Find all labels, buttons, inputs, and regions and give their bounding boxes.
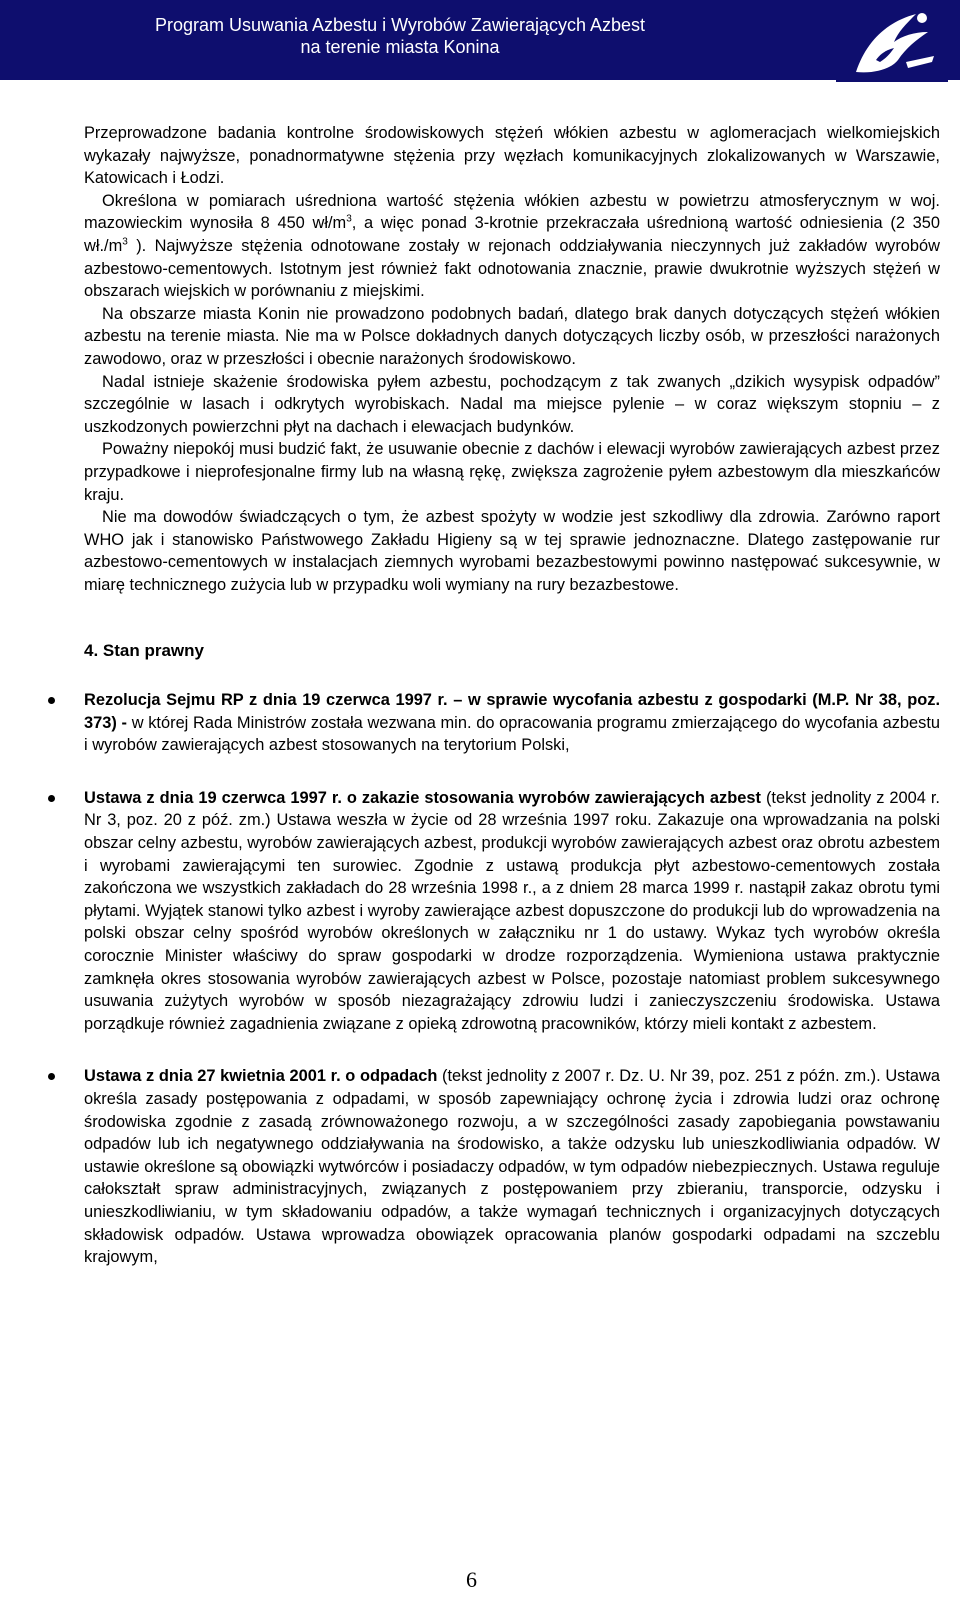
paragraph-2	[84, 190, 940, 303]
paragraph-1	[84, 122, 940, 190]
law-title: Rezolucja Sejmu RP z dnia 19 czerwca 1997 r. – w sprawie wycofania azbestu z gospodarki (M.P. Nr 38, poz. 373) -	[84, 691, 940, 732]
list-item	[84, 689, 940, 757]
paragraph-3-text: Na obszarze miasta Konin nie prowadzono podobnych badań, dlatego brak danych dotyczących stężeń włókien azbestu na terenie miasta. Nie ma w Polsce dokładnych danych dotyczących liczby osób, w przeszłości narażonych zawodowo, oraz w przeszłości i obecnie narażonych środowiskowo.	[84, 304, 940, 368]
paragraph-2-text-c: ). Najwyższe stężenia odnotowane zostały w rejonach oddziaływania nieczynnych już zakładów wyrobów azbestowo-cementowych. Istotnym jest również fakt odnotowania znacznie, prawie dwukrotnie wyższych stężeń w obszarach wiejskich w porównaniu z miejskimi.	[84, 236, 940, 301]
paragraph-4	[84, 371, 940, 439]
law-list	[84, 689, 940, 1269]
document-header	[100, 14, 700, 58]
document-body	[84, 122, 940, 1299]
superscript-3: 3	[346, 213, 352, 225]
program-logo-icon	[836, 2, 948, 82]
bullet-icon	[48, 1073, 55, 1080]
law-description: (tekst jednolity z 2007 r. Dz. U. Nr 39, poz. 251 z późn. zm.). Ustawa określa zasady postępowania z odpadami, w sposób zapewniający ochronę życia i zdrowia ludzi oraz ochronę środowiska zgodnie z zasadą zrównoważonego rozwoju, a w szczególności zasady zapobiegania powstawaniu odpadów lub ich negatywnego oddziaływania na środowisko, a także odzysku lub unieszkodliwiania odpadów. W ustawie określone są obowiązki wytwórców i posiadaczy odpadów, w tym odpadów niebezpiecznych. Ustawa reguluje całokształt spraw administracyjnych, związanych z postępowaniem przy zbieraniu, transporcie, odzysku i unieszkodliwianiu, w tym składowaniu odpadów, a także wymagań technicznych i organizacyjnych dotyczących składowisk odpadów. Ustawa wprowadza obowiązek opracowania planów gospodarki odpadami na szczeblu krajowym,	[84, 1067, 940, 1267]
paragraph-2-text-a: Określona w pomiarach uśredniona wartość stężenia włókien azbestu w powietrzu atmosferycznym w woj. mazowieckim wynosiła 8 450 wł/m	[84, 191, 940, 233]
paragraph-1-text: Przeprowadzone badania kontrolne środowiskowych stężeń włókien azbestu w aglomeracjach wielkomiejskich wykazały najwyższe, ponadnormatywne stężenia przy węzłach komunikacyjnych zlokalizowanych w Warszawie, Katowicach i Łodzi.	[84, 124, 940, 188]
law-description: w której Rada Ministrów została wezwana min. do opracowania programu zmierzającego do wycofania azbestu i wyrobów zawierających azbest stosowanych na terytorium Polski,	[84, 713, 940, 755]
list-item	[84, 1065, 940, 1268]
section-heading: 4. Stan prawny	[84, 641, 204, 661]
paragraph-6-text: Nie ma dowodów świadczących o tym, że azbest spożyty w wodzie jest szkodliwy dla zdrowia. Zarówno raport WHO jak i stanowisko Państwowego Zakładu Higieny są w tej sprawie jednoznaczne. Dlatego zastępowanie rur azbestowo-cementowych w instalacjach ziemnych wyrobami bezazbestowymi powinno następować sukcesywnie, w miarę technicznego zużycia lub w przypadku woli wymiany na rury bezazbestowe.	[84, 508, 940, 594]
list-item	[84, 787, 940, 1036]
law-description: (tekst jednolity z 2004 r. Nr 3, poz. 20 z póź. zm.) Ustawa weszła w życie od 28 września 1997 roku. Zakazuje ona wprowadzania na polski obszar celny azbestu, wyrobów zawierających azbest, produkcji wyrobów zawierających azbest oraz obrotu azbestem i wyrobami zawierającymi ten surowiec. Zgodnie z ustawą produkcja płyt azbestowo-cementowych została zakończona we wszystkich zakładach do 28 września 1998 r., a z dniem 28 marca 1999 r. nastąpił zakaz obrotu tymi płytami. Wyjątek stanowi tylko azbest i wyroby zawierające azbest dopuszczone do produkcji lub do wprowadzenia na polski obszar celny spośród wyrobów określonych w załączniku nr 1 do ustawy. Wykaz tych wyrobów określa corocznie Minister właściwy do spraw gospodarki w drodze rozporządzenia. Wymieniona ustawa praktycznie zamknęła okres stosowania wyrobów zawierających azbest w Polsce, pozostaje natomiast problem sukcesywnego usuwania zużytych wyrobów w sposób niezagrażający zdrowiu ludzi i zanieczyszczeniu środowiska. Ustawa porządkuje również zagadnienia związane z opieką zdrowotną pracowników, którzy mieli kontakt z azbestem.	[84, 788, 940, 1033]
header-title-line2: na terenie miasta Konina	[300, 37, 500, 57]
page-number: 6	[466, 1567, 477, 1592]
superscript-3: 3	[122, 236, 128, 248]
paragraph-6	[84, 506, 940, 596]
paragraph-3	[84, 303, 940, 371]
paragraph-4-text: Nadal istnieje skażenie środowiska pyłem azbestu, pochodzącym z tak zwanych „dzikich wysypisk odpadów” szczególnie w lasach i odkrytych wyrobiskach. Nadal ma miejsce pylenie – w coraz większym stopniu – z uszkodzonych powierzchni płyt na dachach i elewacjach budynków.	[84, 372, 940, 436]
bullet-icon	[48, 697, 55, 704]
header-title-line1: Program Usuwania Azbestu i Wyrobów Zawierających Azbest	[154, 15, 646, 35]
bullet-icon	[48, 795, 55, 802]
law-title: Ustawa z dnia 19 czerwca 1997 r. o zakazie stosowania wyrobów zawierających azbest	[84, 788, 761, 807]
paragraph-2-text-b: , a więc ponad 3-krotnie przekraczała uśrednioną wartość odniesienia (2 350 wł./m	[84, 214, 940, 255]
paragraph-5-text: Poważny niepokój musi budzić fakt, że usuwanie obecnie z dachów i elewacji wyrobów zawierających azbest przez przypadkowe i nieprofesjonalne firmy lub na własną rękę, zwiększa zagrożenie pyłem azbestowym dla mieszkańców kraju.	[84, 440, 940, 504]
law-title: Ustawa z dnia 27 kwietnia 2001 r. o odpadach	[84, 1067, 438, 1086]
paragraph-5	[84, 438, 940, 506]
